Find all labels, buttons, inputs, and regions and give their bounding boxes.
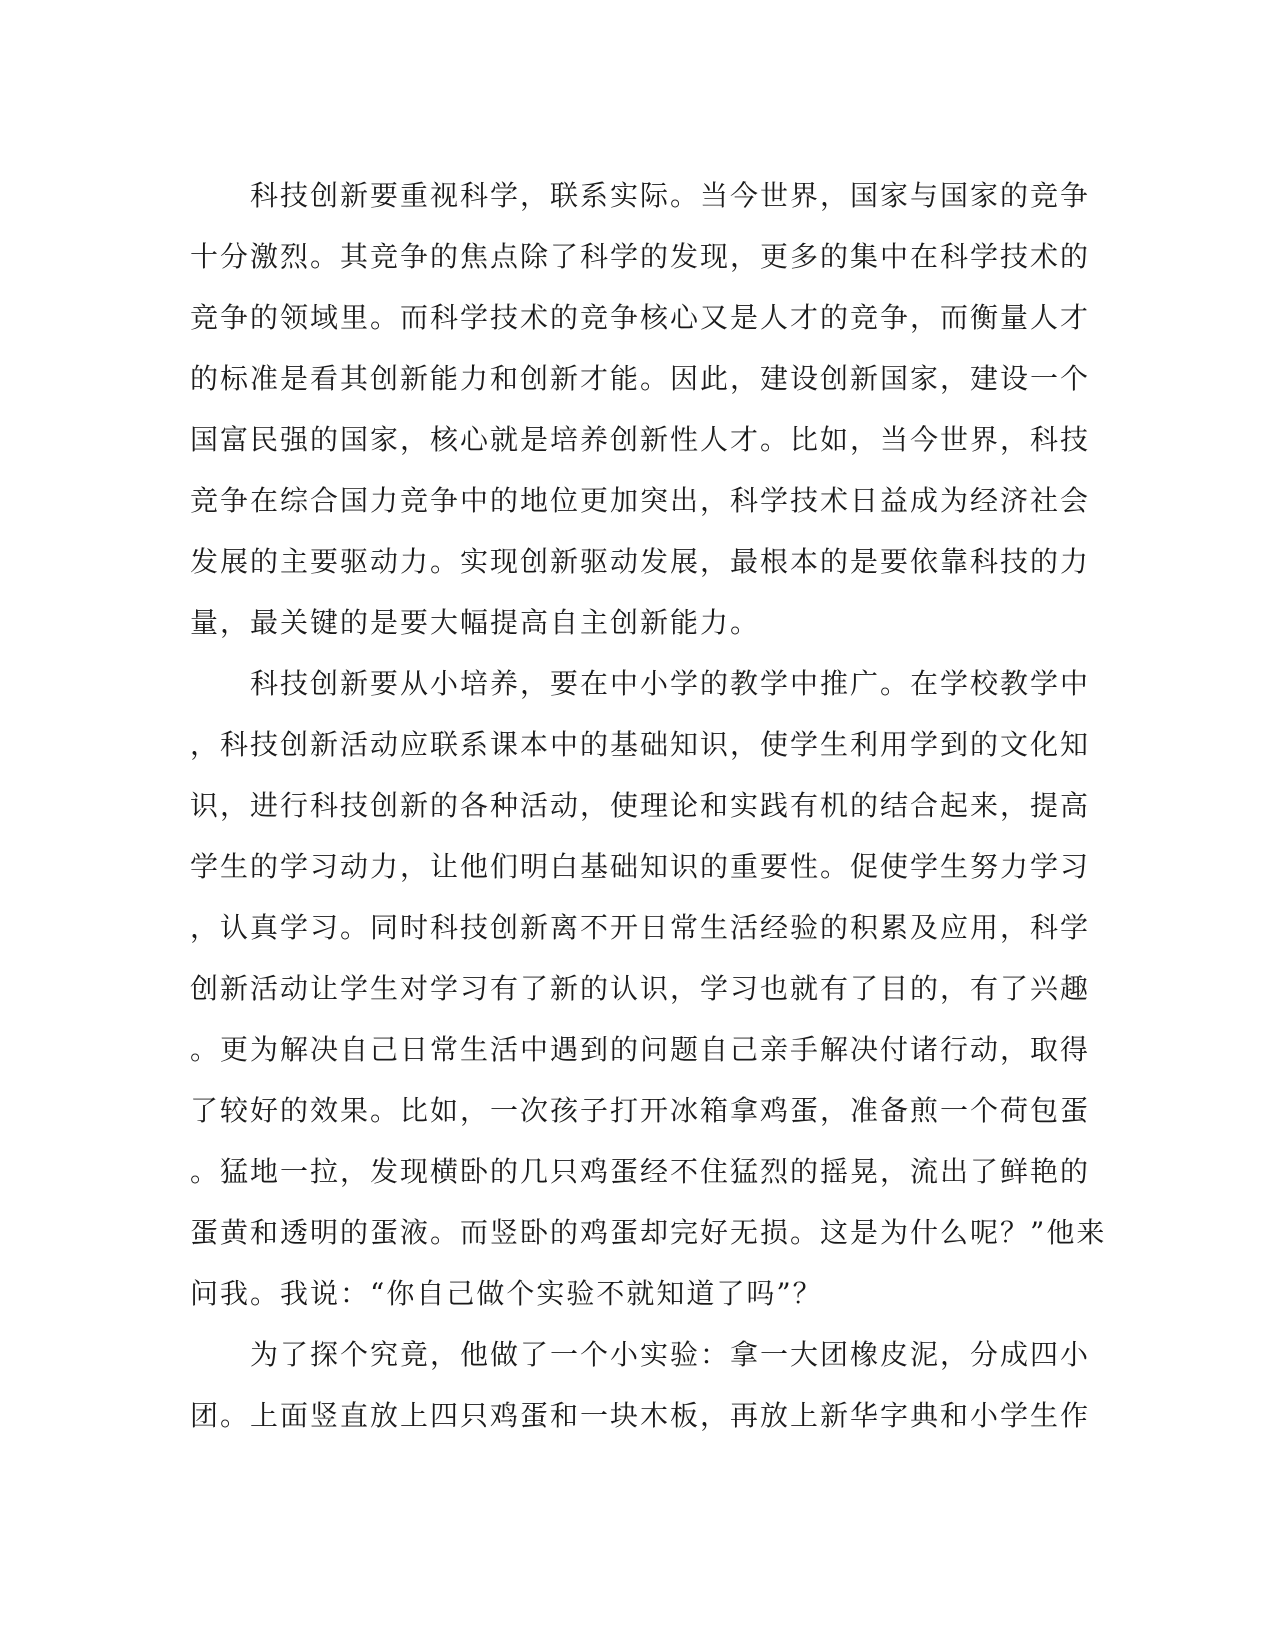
paragraph-line: 识，进行科技创新的各种活动，使理论和实践有机的结合起来，提高 — [190, 789, 1091, 822]
paragraph-line: 为了探个究竟，他做了一个小实验：拿一大团橡皮泥，分成四小 — [190, 1338, 1091, 1371]
paragraph-3 — [190, 1324, 1091, 1446]
paragraph-line: 十分激烈。其竞争的焦点除了科学的发现，更多的集中在科学技术的 — [190, 240, 1091, 273]
paragraph-line: 蛋黄和透明的蛋液。而竖卧的鸡蛋却完好无损。这是为什么呢？”他来 — [190, 1216, 1107, 1249]
paragraph-line: 量，最关键的是要大幅提高自主创新能力。 — [190, 606, 761, 639]
paragraph-line: 科技创新要重视科学，联系实际。当今世界，国家与国家的竞争 — [190, 179, 1091, 212]
paragraph-1 — [190, 165, 1091, 653]
paragraph-line: 竞争的领域里。而科学技术的竞争核心又是人才的竞争，而衡量人才 — [190, 301, 1091, 334]
paragraph-line: 科技创新要从小培养，要在中小学的教学中推广。在学校教学中 — [190, 667, 1091, 700]
body-text — [190, 165, 1107, 1446]
paragraph-line: 团。上面竖直放上四只鸡蛋和一块木板，再放上新华字典和小学生作 — [190, 1399, 1091, 1432]
paragraph-2 — [190, 653, 1107, 1324]
paragraph-line: 的标准是看其创新能力和创新才能。因此，建设创新国家，建设一个 — [190, 362, 1091, 395]
paragraph-line: 创新活动让学生对学习有了新的认识，学习也就有了目的，有了兴趣 — [190, 972, 1091, 1005]
paragraph-line: 竞争在综合国力竞争中的地位更加突出，科学技术日益成为经济社会 — [190, 484, 1091, 517]
paragraph-line: 问我。我说：“你自己做个实验不就知道了吗”？ — [190, 1277, 823, 1310]
paragraph-line: 发展的主要驱动力。实现创新驱动发展，最根本的是要依靠科技的力 — [190, 545, 1091, 578]
paragraph-line: 学生的学习动力，让他们明白基础知识的重要性。促使学生努力学习 — [190, 850, 1091, 883]
paragraph-line: ，认真学习。同时科技创新离不开日常生活经验的积累及应用，科学 — [190, 911, 1091, 944]
paragraph-line: 国富民强的国家，核心就是培养创新性人才。比如，当今世界，科技 — [190, 423, 1091, 456]
paragraph-line: 。猛地一拉，发现横卧的几只鸡蛋经不住猛烈的摇晃，流出了鲜艳的 — [190, 1155, 1091, 1188]
paragraph-line: 。更为解决自己日常生活中遇到的问题自己亲手解决付诸行动，取得 — [190, 1033, 1091, 1066]
paragraph-line: 了较好的效果。比如，一次孩子打开冰箱拿鸡蛋，准备煎一个荷包蛋 — [190, 1094, 1091, 1127]
paragraph-line: ，科技创新活动应联系课本中的基础知识，使学生利用学到的文化知 — [190, 728, 1091, 761]
